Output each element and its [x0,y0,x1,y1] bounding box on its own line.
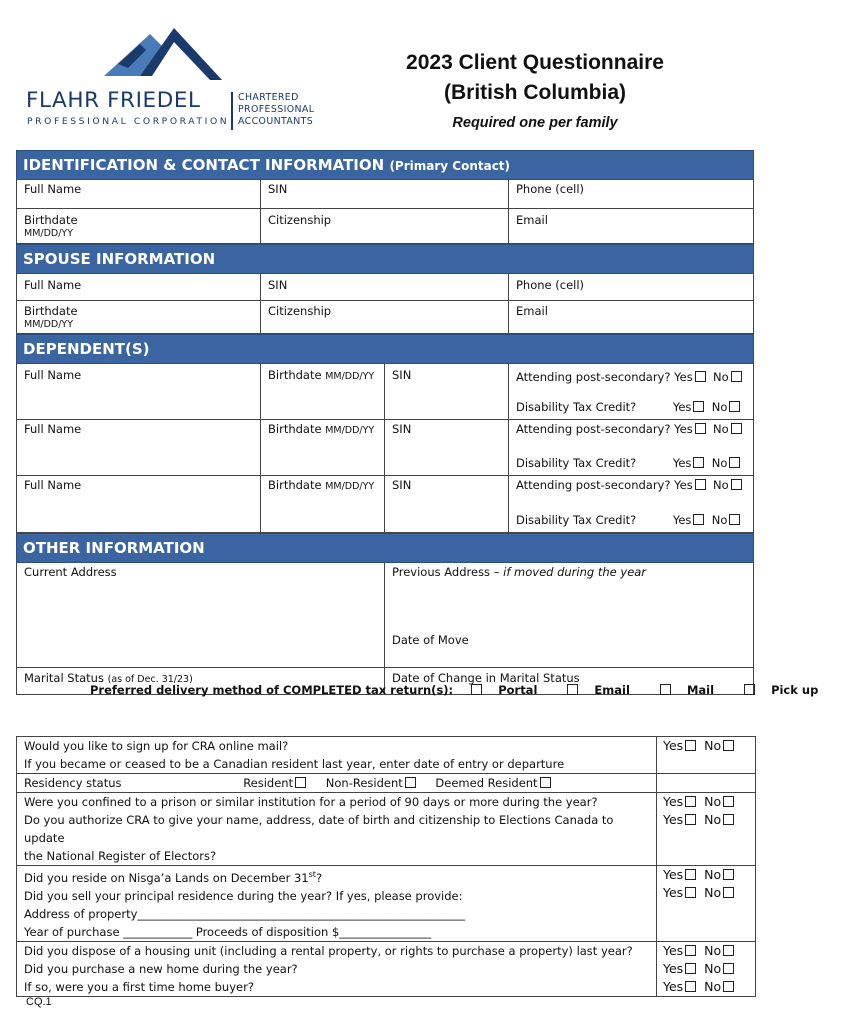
no-checkbox[interactable] [729,401,740,412]
answer-housing-disposal[interactable]: Yes No [663,942,749,960]
brand-divider [231,92,233,130]
yes-checkbox[interactable] [695,423,706,434]
yes-checkbox[interactable] [693,401,704,412]
yes-checkbox[interactable] [693,514,704,525]
question-residency-status: Residency status Resident Non-Resident Deemed Resident [24,774,649,792]
spouse-email-field[interactable]: Email [516,304,548,318]
no-checkbox[interactable] [731,423,742,434]
answer-cra-mail[interactable]: Yes No [657,737,755,773]
portal-option[interactable]: Portal [469,683,549,697]
question-elections: Do you authorize CRA to give your name, address, date of birth and citizenship to Elections Canada to update the National Register of Electors? [24,813,614,863]
mountain-icon [22,24,242,84]
no-checkbox[interactable] [729,457,740,468]
answer-nisga[interactable]: Yes No [663,866,749,884]
question-residency-change: If you became or ceased to be a Canadian resident last year, enter date of entry or departure [24,757,565,771]
answer-new-home[interactable]: Yes No [663,960,749,978]
previous-address-field[interactable]: Previous Address – if moved during the year [392,565,647,579]
sin-field[interactable]: SIN [261,180,509,208]
no-checkbox[interactable] [731,371,742,382]
birthdate-field[interactable]: Birthdate MM/DD/YY [17,209,261,243]
brand-subtitle: PROFESSIONAL CORPORATION [27,116,230,127]
question-principal-residence: Did you sell your principal residence during the year? If yes, please provide: [24,888,463,903]
marital-status-field[interactable]: Marital Status (as of Dec. 31/23) [17,668,385,694]
section-identification: IDENTIFICATION & CONTACT INFORMATION (Primary Contact) [16,150,754,180]
email-field[interactable]: Email [516,213,548,227]
spouse-sin-field[interactable]: SIN [261,274,509,300]
post-secondary-question: Attending post-secondary? Yes No [516,420,746,438]
page-title: 2023 Client Questionnaire (British Columbia) [406,51,664,104]
no-checkbox[interactable] [731,479,742,490]
citizenship-field[interactable]: Citizenship [261,209,509,243]
dependents-list [16,364,754,533]
resident-option[interactable]: Resident [243,776,306,790]
phone-field[interactable]: Phone (cell) [516,182,585,196]
answer-first-time-buyer[interactable]: Yes No [663,978,749,996]
marital-change-date-field[interactable]: Date of Change in Marital Status [392,671,580,685]
date-of-move-field[interactable]: Date of Move [392,633,469,647]
no-checkbox[interactable] [729,514,740,525]
spouse-name-field[interactable]: Full Name [17,274,261,300]
deemed-resident-option[interactable]: Deemed Resident [435,776,550,790]
dependent-sin-field[interactable]: SIN [385,420,509,475]
spouse-birthdate-field[interactable]: Birthdate MM/DD/YY [17,301,261,333]
post-secondary-question: Attending post-secondary? Yes No [516,476,746,494]
cpa-text: CHARTERED PROFESSIONAL ACCOUNTANTS [238,92,315,127]
question-housing-disposal: Did you dispose of a housing unit (including a rental property, or rights to purchase a property) last year? [24,943,633,958]
dependent-name-field[interactable]: Full Name [17,476,261,532]
question-cra-mail: Would you like to sign up for CRA online mail? [24,739,289,753]
purchase-proceeds-line[interactable]: Year of purchase ____________ Proceeds of disposition $________________ [24,924,432,939]
spouse-phone-field[interactable]: Phone (cell) [516,278,585,292]
answer-prison[interactable]: Yes No [663,793,749,811]
current-address-field[interactable]: Current Address [17,563,385,667]
section-other: OTHER INFORMATION [16,533,754,563]
email-option[interactable]: Email [565,683,642,697]
client-form [16,150,754,695]
company-logo [22,24,322,134]
page-subtitle: Required one per family [452,115,618,131]
question-prison: Were you confined to a prison or similar institution for a period of 90 days or more during the year? [24,795,598,809]
spouse-citizenship-field[interactable]: Citizenship [261,301,509,333]
dependent-birthdate-field[interactable]: Birthdate MM/DD/YY [261,364,385,419]
dependent-birthdate-field[interactable]: Birthdate MM/DD/YY [261,476,385,532]
post-secondary-question: Attending post-secondary? Yes No [516,368,746,386]
dependent-row [16,364,754,420]
question-new-home: Did you purchase a new home during the year? [24,961,298,976]
question-first-time-buyer: If so, were you a first time home buyer? [24,979,254,994]
questions-table [16,736,756,997]
dependent-name-field[interactable]: Full Name [17,364,261,419]
non-resident-option[interactable]: Non-Resident [326,776,416,790]
disability-question: Disability Tax Credit? Yes No [516,511,746,529]
dependent-sin-field[interactable]: SIN [385,476,509,532]
yes-checkbox[interactable] [695,371,706,382]
form-code: CQ.1 [26,996,52,1008]
property-address-line[interactable]: Address of property_________________________________________________________ [24,906,466,921]
dependent-row [16,420,754,476]
dependent-sin-field[interactable]: SIN [385,364,509,419]
section-dependents: DEPENDENT(S) [16,334,754,364]
full-name-field[interactable]: Full Name [17,180,261,208]
disability-question: Disability Tax Credit? Yes No [516,398,746,416]
dependent-name-field[interactable]: Full Name [17,420,261,475]
delivery-method: Preferred delivery method of COMPLETED tax return(s): Portal Email Mail Pick up [90,683,842,697]
mail-option[interactable]: Mail [658,683,726,697]
dependent-birthdate-field[interactable]: Birthdate MM/DD/YY [261,420,385,475]
question-nisga: Did you reside on Nisga’a Lands on December 31st? [24,870,323,885]
disability-question: Disability Tax Credit? Yes No [516,454,746,472]
brand-name: FLAHR FRIEDEL [26,88,201,113]
answer-principal-residence[interactable]: Yes No [663,884,749,902]
yes-checkbox[interactable] [695,479,706,490]
section-spouse: SPOUSE INFORMATION [16,244,754,274]
yes-checkbox[interactable] [693,457,704,468]
answer-elections[interactable]: Yes No [663,811,749,829]
pickup-option[interactable]: Pick up [742,683,830,697]
dependent-row [16,476,754,533]
